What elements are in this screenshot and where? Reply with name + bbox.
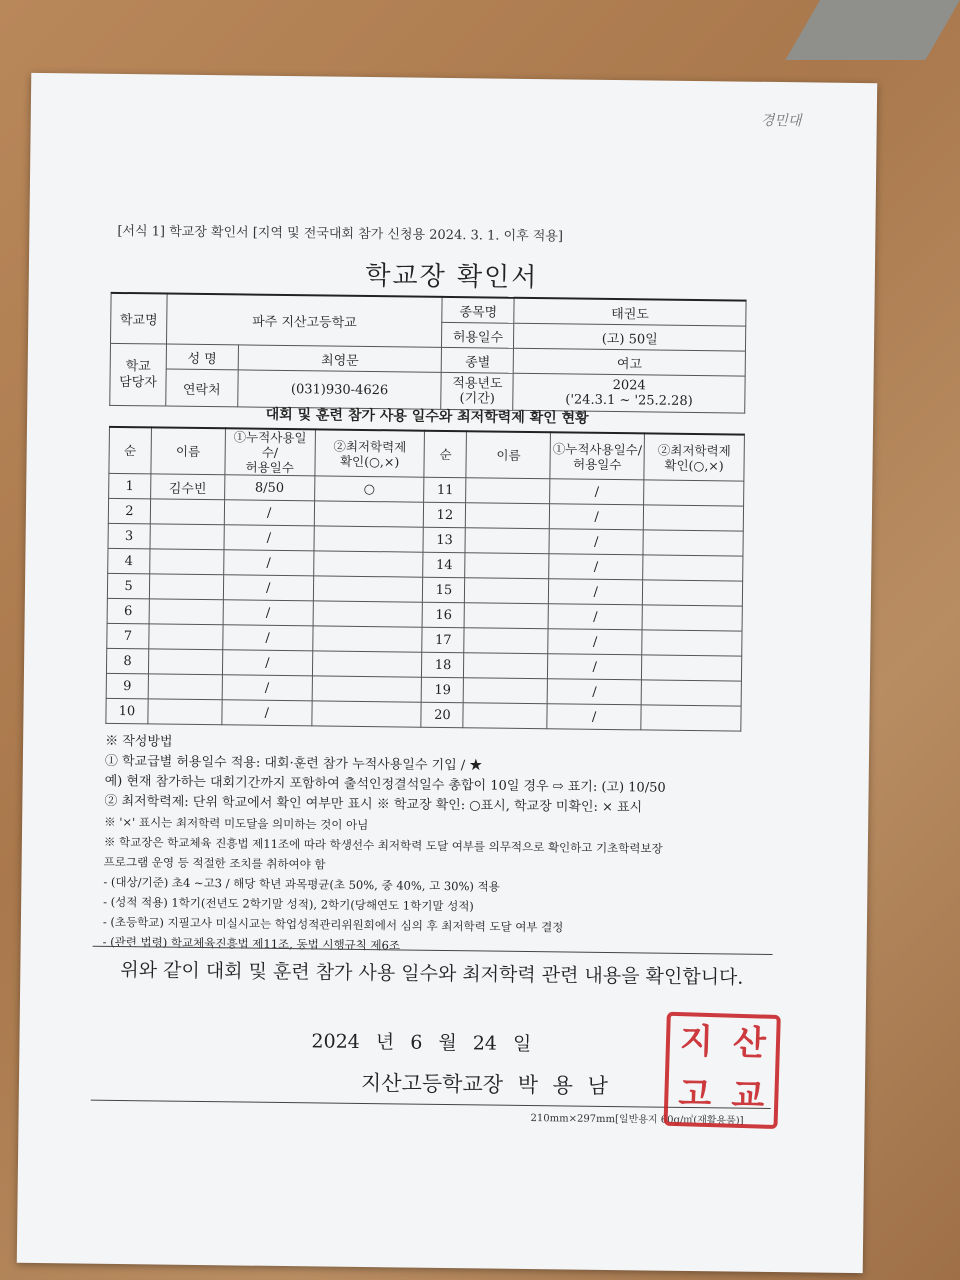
allowed-label: 허용일수 <box>442 322 514 348</box>
signer-text: 지산고등학교장 박 용 남 <box>360 1070 609 1098</box>
row-min <box>313 551 423 577</box>
row-min <box>312 676 422 702</box>
row-name <box>464 653 548 679</box>
header-no: 순 <box>109 427 152 474</box>
row-min <box>313 576 423 602</box>
year-label: 적용년도 (기간) <box>441 372 513 410</box>
row-min <box>642 655 742 681</box>
header-min: ②최저학력제 확인(○,×) <box>315 429 425 477</box>
row-no: 12 <box>424 502 466 528</box>
row-name <box>150 524 224 550</box>
usage-table-body <box>106 473 744 731</box>
document-page <box>17 73 877 1273</box>
row-name <box>464 678 548 704</box>
row-name <box>148 674 222 700</box>
row-days: / <box>550 504 644 530</box>
note-line: ① 학교급별 허용일수 적용: 대회·훈련 참가 누적사용일수 기입 / ★ <box>104 753 483 774</box>
note-line: ② 최저학력제: 단위 학교에서 확인 여부만 표시 ※ 학교장 확인: ○표시, 학교장 미확인: × 표시 <box>104 793 643 816</box>
row-days: / <box>224 525 314 551</box>
row-days: / <box>222 650 312 676</box>
row-min <box>312 626 422 652</box>
row-days: / <box>222 675 312 701</box>
row-min <box>312 701 422 727</box>
row-name <box>149 624 223 650</box>
section-heading: 대회 및 훈련 참가 사용 일수와 최저학력제 확인 현황 <box>265 406 589 427</box>
row-min <box>643 505 743 531</box>
seal-glyph: 교 <box>730 1075 765 1117</box>
row-name <box>466 478 550 504</box>
header-name: 이름 <box>151 427 225 474</box>
row-name <box>464 603 548 629</box>
row-no: 14 <box>423 552 465 578</box>
seal-glyph: 고 <box>677 1074 712 1116</box>
row-days: / <box>548 629 642 655</box>
row-days: / <box>223 625 313 651</box>
row-name <box>464 628 548 654</box>
header-name: 이름 <box>466 431 550 479</box>
row-days: / <box>223 550 313 576</box>
header-min: ②최저학력제 확인(○,×) <box>644 433 744 481</box>
row-days: / <box>549 529 643 555</box>
contact-value: (031)930-4626 <box>238 370 442 409</box>
date-text: 2024 년 6 월 24 일 <box>311 1030 532 1056</box>
row-no: 20 <box>421 702 463 728</box>
row-name: 김수빈 <box>151 474 225 500</box>
row-no: 9 <box>106 673 148 699</box>
row-no: 11 <box>424 477 466 503</box>
notes-section <box>103 732 806 961</box>
row-no: 16 <box>423 602 465 628</box>
paper-spec: 210mm×297mm[일반용지 60g/㎡(재활용품)] <box>530 1113 744 1127</box>
row-name <box>148 649 222 675</box>
usage-table <box>105 426 745 732</box>
note-line: ※ '×' 표시는 최저학력 미도달을 의미하는 것이 아님 <box>104 814 369 833</box>
row-no: 1 <box>109 473 151 499</box>
row-days: / <box>223 575 313 601</box>
row-no: 18 <box>422 652 464 678</box>
row-min <box>313 601 423 627</box>
name-label: 성 명 <box>166 344 238 370</box>
row-no: 17 <box>422 627 464 653</box>
document-title: 학교장 확인서 <box>365 260 539 294</box>
row-no: 7 <box>107 623 149 649</box>
row-no: 13 <box>423 527 465 553</box>
contact-label: 연락처 <box>166 369 238 407</box>
note-line: - (관련 법령) 학교체육진흥법 제11조, 동법 시행규칙 제6조 <box>102 934 401 953</box>
row-days: / <box>223 600 313 626</box>
row-min <box>644 480 744 506</box>
row-name <box>150 499 224 525</box>
row-days: / <box>548 654 642 680</box>
confirm-text: 위와 같이 대회 및 훈련 참가 사용 일수와 최저학력 관련 내용을 확인합니다. <box>120 959 744 989</box>
row-name <box>465 553 549 579</box>
event-label: 종목명 <box>442 297 514 323</box>
row-name <box>466 503 550 529</box>
row-no: 19 <box>422 677 464 703</box>
row-min <box>314 526 424 552</box>
row-min <box>312 651 422 677</box>
background-object <box>785 0 960 60</box>
row-days: / <box>550 479 644 505</box>
row-name <box>148 699 222 725</box>
info-table <box>109 292 746 414</box>
note-line: - (초등학교) 지필고사 미실시교는 학업성적관리위원회에서 심의 후 최저학력 도달 여부 결정 <box>102 914 564 935</box>
note-line: - (성적 적용) 1학기(전년도 2학기말 성적), 2학기(당해연도 1학기말 성적) <box>103 894 474 914</box>
row-name <box>149 599 223 625</box>
row-name <box>150 549 224 575</box>
row-days: / <box>224 500 314 526</box>
year-value: 2024 <box>612 378 646 394</box>
row-days: / <box>222 700 312 726</box>
note-line: ※ 작성방법 <box>105 733 173 750</box>
row-no: 10 <box>106 698 148 724</box>
row-name <box>463 703 547 729</box>
manager-label: 학교 담당자 <box>110 343 167 406</box>
header-no: 순 <box>424 431 467 478</box>
category-label: 종별 <box>442 347 514 373</box>
header-days: ①누적사용일수/ 허용일수 <box>550 432 644 480</box>
row-min <box>643 530 743 556</box>
handwritten-note: 경민대 <box>760 112 802 130</box>
row-min: ○ <box>314 476 424 502</box>
form-label: [서식 1] 학교장 확인서 [지역 및 전국대회 참가 신청용 2024. 3. 1. 이후 적용] <box>117 223 564 245</box>
header-days: ①누적사용일수/ 허용일수 <box>225 428 315 476</box>
event-value: 태권도 <box>514 298 746 326</box>
row-no: 15 <box>423 577 465 603</box>
row-days: / <box>547 679 641 705</box>
row-no: 5 <box>107 573 149 599</box>
row-days: 8/50 <box>224 475 314 501</box>
school-label: 학교명 <box>111 293 168 344</box>
year-period: ('24.3.1 ~ '25.2.28) <box>565 392 693 409</box>
row-no: 6 <box>107 598 149 624</box>
school-seal-icon <box>663 1012 780 1129</box>
row-name <box>465 528 549 554</box>
row-days: / <box>549 579 643 605</box>
row-no: 3 <box>108 523 150 549</box>
category-value: 여고 <box>513 348 745 376</box>
row-name <box>465 578 549 604</box>
seal-glyph: 지 <box>679 1021 714 1063</box>
row-min <box>643 555 743 581</box>
school-value: 파주 지산고등학교 <box>166 294 442 348</box>
row-days: / <box>549 554 643 580</box>
row-no: 2 <box>108 498 150 524</box>
row-name <box>149 574 223 600</box>
row-no: 4 <box>108 548 150 574</box>
row-min <box>314 501 424 527</box>
note-line: 예) 현재 참가하는 대회기간까지 포함하여 출석인정결석일수 총합이 10일 경우 ⇨ 표기: (고) 10/50 <box>104 773 666 796</box>
note-line: 프로그램 운영 등 적절한 조치를 취하여야 함 <box>103 854 326 872</box>
row-min <box>642 630 742 656</box>
row-min <box>642 605 742 631</box>
row-days: / <box>548 604 642 630</box>
row-no: 8 <box>106 648 148 674</box>
row-days: / <box>547 704 641 730</box>
row-min <box>641 680 741 706</box>
row-min <box>642 580 742 606</box>
name-value: 최영문 <box>238 345 442 372</box>
note-line: ※ 학교장은 학교체육 진흥법 제11조에 따라 학생선수 최저학력 도달 여부를 의무적으로 확인하고 기초학력보장 <box>103 834 663 856</box>
row-min <box>641 705 741 731</box>
allowed-value: (고) 50일 <box>514 323 746 351</box>
note-line: - (대상/기준) 초4 ~고3 / 해당 학년 과목평균(초 50%, 중 40%, 고 30%) 적용 <box>103 874 500 894</box>
seal-glyph: 산 <box>732 1022 767 1064</box>
